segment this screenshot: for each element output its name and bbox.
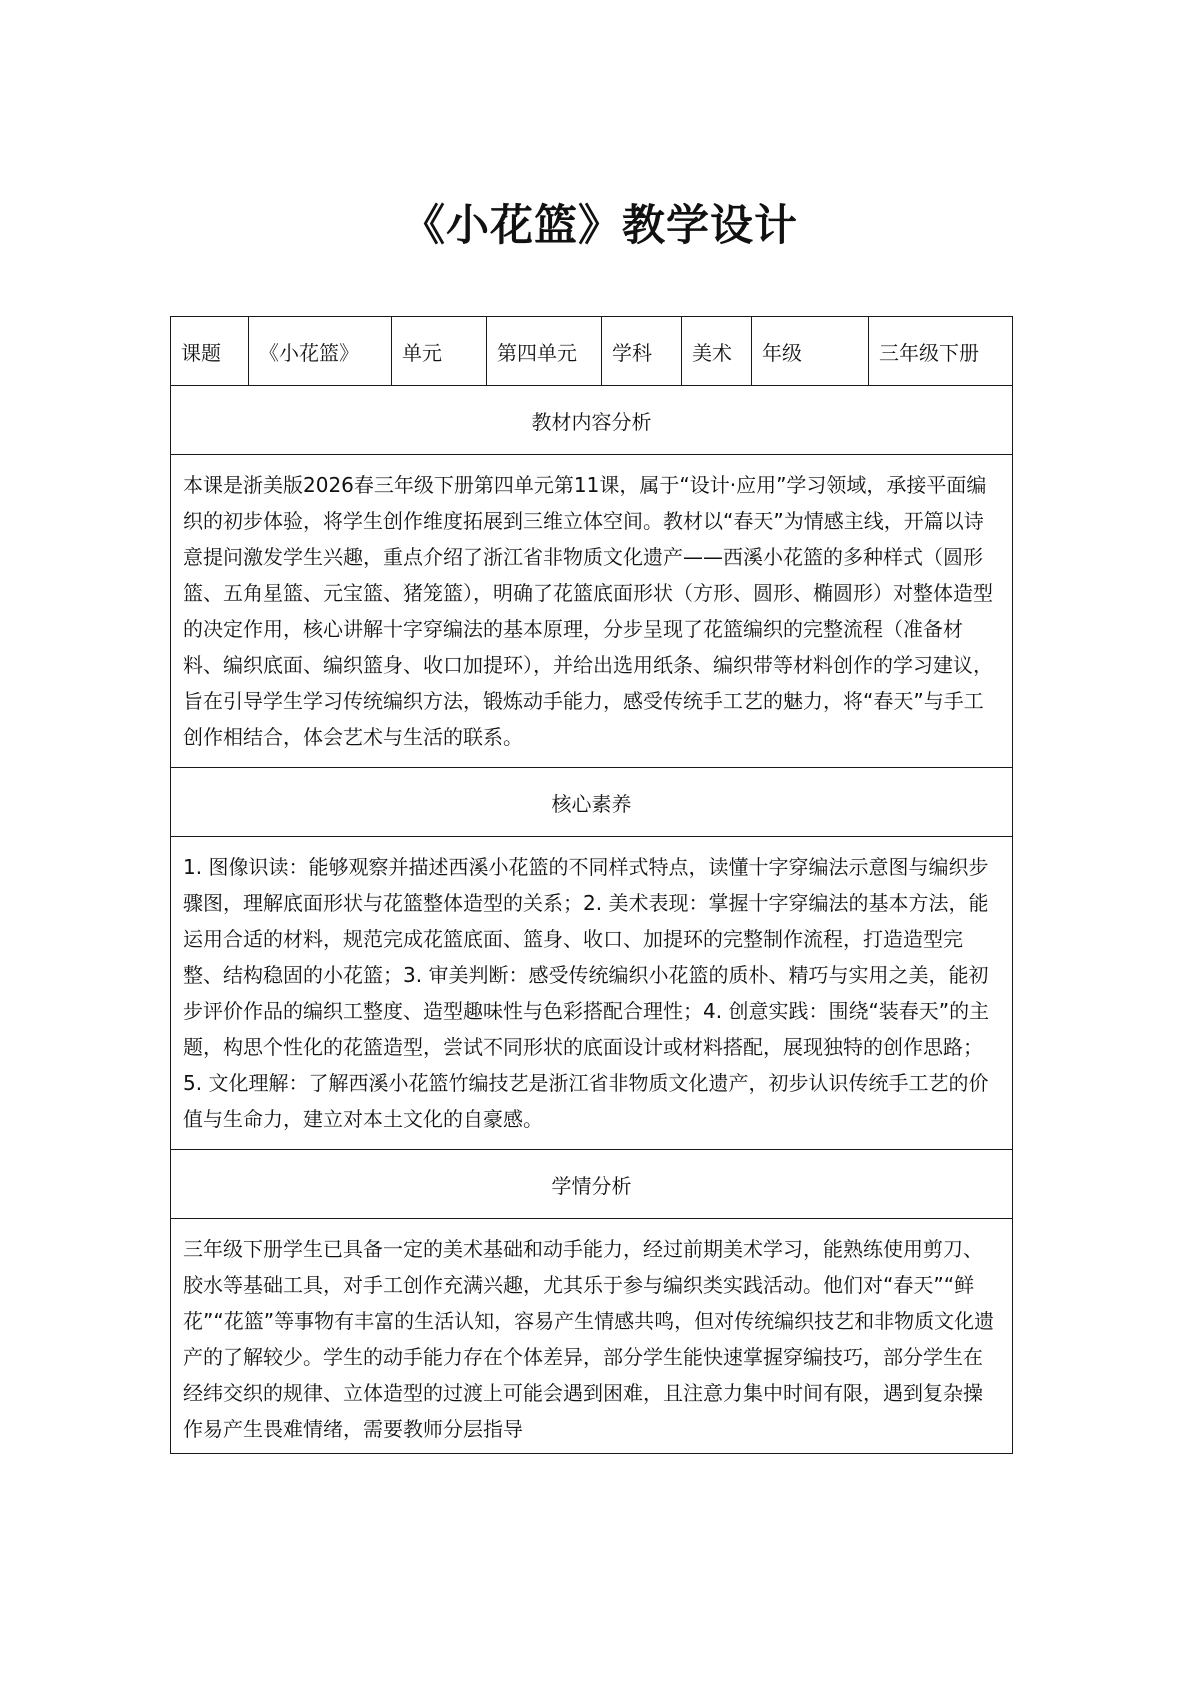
lesson-plan-table	[170, 316, 1013, 1454]
section-body-core-literacy: 1. 图像识读：能够观察并描述西溪小花篮的不同样式特点，读懂十字穿编法示意图与编织步骤图，理解底面形状与花篮整体造型的关系；2. 美术表现：掌握十字穿编法的基本方法，能运用合适的材料，规范完成花篮底面、篮身、收口、加提环的完整制作流程，打造造型完整、结构稳固的小花篮；3. 审美判断：感受传统编织小花篮的质朴、精巧与实用之美，能初步评价作品的编织工整度、造型趣味性与色彩搭配合理性；4. 创意实践：围绕“装春天”的主题，构思个性化的花篮造型，尝试不同形状的底面设计或材料搭配，展现独特的创作思路；5. 文化理解：了解西溪小花篮竹编技艺是浙江省非物质文化遗产，初步认识传统手工艺的价值与生命力，建立对本土文化的自豪感。	[171, 837, 1013, 1150]
page-title: 《小花篮》教学设计	[402, 201, 798, 251]
section-heading-content-analysis: 教材内容分析	[171, 386, 1013, 455]
section-body-content-analysis: 本课是浙美版2026春三年级下册第四单元第11课，属于“设计·应用”学习领域，承接平面编织的初步体验，将学生创作维度拓展到三维立体空间。教材以“春天”为情感主线，开篇以诗意提问激发学生兴趣，重点介绍了浙江省非物质文化遗产——西溪小花篮的多种样式（圆形篮、五角星篮、元宝篮、猪笼篮），明确了花篮底面形状（方形、圆形、椭圆形）对整体造型的决定作用，核心讲解十字穿编法的基本原理，分步呈现了花篮编织的完整流程（准备材料、编织底面、编织篮身、收口加提环），并给出选用纸条、编织带等材料创作的学习建议，旨在引导学生学习传统编织方法，锻炼动手能力，感受传统手工艺的魅力，将“春天”与手工创作相结合，体会艺术与生活的联系。	[171, 455, 1013, 768]
section-body-row	[171, 1219, 1013, 1454]
section-heading-row	[171, 768, 1013, 837]
section-heading-core-literacy: 核心素养	[171, 768, 1013, 837]
section-heading-row	[171, 1150, 1013, 1219]
subject-value: 美术	[682, 317, 752, 386]
header-row	[171, 317, 1013, 386]
grade-value: 三年级下册	[869, 317, 1013, 386]
section-body-row	[171, 837, 1013, 1150]
topic-label: 课题	[171, 317, 249, 386]
grade-label: 年级	[752, 317, 869, 386]
section-heading-row	[171, 386, 1013, 455]
section-body-row	[171, 455, 1013, 768]
unit-value: 第四单元	[487, 317, 602, 386]
topic-value: 《小花篮》	[249, 317, 392, 386]
subject-label: 学科	[602, 317, 682, 386]
unit-label: 单元	[392, 317, 487, 386]
section-heading-student-analysis: 学情分析	[171, 1150, 1013, 1219]
section-body-student-analysis: 三年级下册学生已具备一定的美术基础和动手能力，经过前期美术学习，能熟练使用剪刀、胶水等基础工具，对手工创作充满兴趣，尤其乐于参与编织类实践活动。他们对“春天”“鲜花”“花篮”等事物有丰富的生活认知，容易产生情感共鸣，但对传统编织技艺和非物质文化遗产的了解较少。学生的动手能力存在个体差异，部分学生能快速掌握穿编技巧，部分学生在经纬交织的规律、立体造型的过渡上可能会遇到困难，且注意力集中时间有限，遇到复杂操作易产生畏难情绪，需要教师分层指导	[171, 1219, 1013, 1454]
